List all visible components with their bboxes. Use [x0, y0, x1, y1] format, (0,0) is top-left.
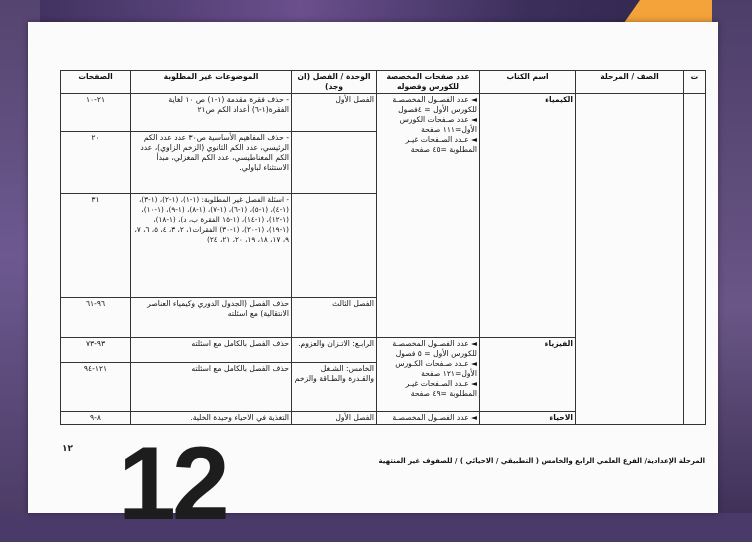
header-pages-count: عدد صفحات المخصصة للكورس وفصوله: [377, 71, 480, 94]
pages-cell: ١٢١-٩٤: [61, 363, 131, 412]
pages-cell: ٣١: [61, 194, 131, 298]
topic-cell: حذف الفصل بالكامل مع اسئلته: [131, 363, 292, 412]
header-index: ت: [684, 71, 706, 94]
counts-line: ◄ عدد الفصـول المخصصـة للكورس الأول = ٥ فصول: [392, 339, 477, 358]
large-page-number: 12: [118, 426, 226, 542]
topic-cell: - حذف المفاهيم الأساسية ص٣٠ عدد عدد الكم الرئيسي، عدد الكم الثانوي (الزخم الزاوي)، عدد الكم المغناطيسي، عدد الكم المغزلي، مبدأ الاستثناء لباولي.: [131, 132, 292, 194]
topic-cell: - اسئلة الفصل غير المطلوبة: (١-١)، (١-٢)، (١-٣)، (١-٤)، (١-٥)، (١-٦)، (١-٧)، (١-٨)، (١-٩)، (١-١٠)، (١-١٢)، (١-١٤)، (١-١٥ الفقرة ب، د)، (١-١٨)، (١-١٩)، (١-٢٠)، (١-٣٠) الفقرات١، ٢، ٣، ٤، ٥، ٦، ٧، ٩، ١٧، ١٨، ١٩، ٢٠، ٢١، ٢٤): [131, 194, 292, 298]
book-biology: الاحياء: [480, 412, 576, 425]
counts-physics: [377, 338, 480, 412]
curriculum-table: [60, 70, 706, 425]
header-topics: الموضوعات غير المطلوبة: [131, 71, 292, 94]
pages-cell: ٢١-١٠: [61, 94, 131, 132]
counts-line: ◄ عدد صـفحات الكورس الأول=١١١ صفحة: [399, 115, 477, 134]
background-right-band: [712, 0, 752, 513]
counts-line: ◄ عدد الفصـول المخصصـة: [392, 413, 477, 422]
header-grade: الصف / المرحلة: [576, 71, 684, 94]
header-pages: الصفحات: [61, 71, 131, 94]
index-cell: [684, 94, 706, 425]
table-header-row: [61, 71, 706, 94]
counts-line: ◄ عـدد الصـفحات غيـر المطلوبة =٤٥ صفحة: [405, 135, 477, 154]
page-number: ١٢: [62, 444, 73, 454]
counts-line: ◄ عـدد صـفحات الكـورس الأول=١٢١ صفحة: [395, 359, 477, 378]
pages-cell: ٩٦-٦١: [61, 298, 131, 338]
counts-chemistry: [377, 94, 480, 338]
unit-cell: الخامس: الشـغل والقـدرة والطـاقة والزخم: [292, 363, 377, 412]
unit-cell: الفصل الثالث: [292, 298, 377, 338]
unit-cell: الفصل الأول: [292, 412, 377, 425]
unit-cell: الفصل الأول: [292, 94, 377, 132]
topic-cell: حذف الفصل بالكامل مع اسئلته: [131, 338, 292, 363]
pages-cell: ٢٠: [61, 132, 131, 194]
pages-cell: ٩٣-٧٣: [61, 338, 131, 363]
header-unit: الوحدة / الفصل (ان وجد): [292, 71, 377, 94]
unit-cell: الرابـع: الاتـزان والعزوم.: [292, 338, 377, 363]
topic-cell: حذف الفصل (الجدول الدوري وكيمياء العناصر الانتقالية) مع اسئلته: [131, 298, 292, 338]
book-physics: الفيزياء: [480, 338, 576, 412]
unit-cell: [292, 132, 377, 194]
footer-caption: المرحلة الإعدادية/ الفرع العلمي الرابع والخامس ( التطبيقي / الاحيائي ) / للصفوف غير المنتهية: [378, 457, 705, 465]
counts-line: ◄ عدد الفصـول المخصصـة للكورس الأول = ٤فصول: [392, 95, 477, 114]
book-chemistry: الكيمياء: [480, 94, 576, 338]
topic-cell: - حذف فقرة مقدمة (١-١) ص ١٠ لغاية الفقرة(١-٦) أعداد الكم ص٢١: [131, 94, 292, 132]
table-row: [61, 94, 706, 132]
topic-cell: التغذية في الاحياء وحيدة الخلية.: [131, 412, 292, 425]
header-book: اسم الكتاب: [480, 71, 576, 94]
curriculum-table-container: [60, 70, 705, 432]
pages-cell: ٨-٩: [61, 412, 131, 425]
unit-cell: [292, 194, 377, 298]
grade-cell: [576, 94, 684, 425]
counts-biology: [377, 412, 480, 425]
counts-line: ◄ عـدد الصـفحات غيـر المطلوبة =٤٩ صفحة: [405, 379, 477, 398]
